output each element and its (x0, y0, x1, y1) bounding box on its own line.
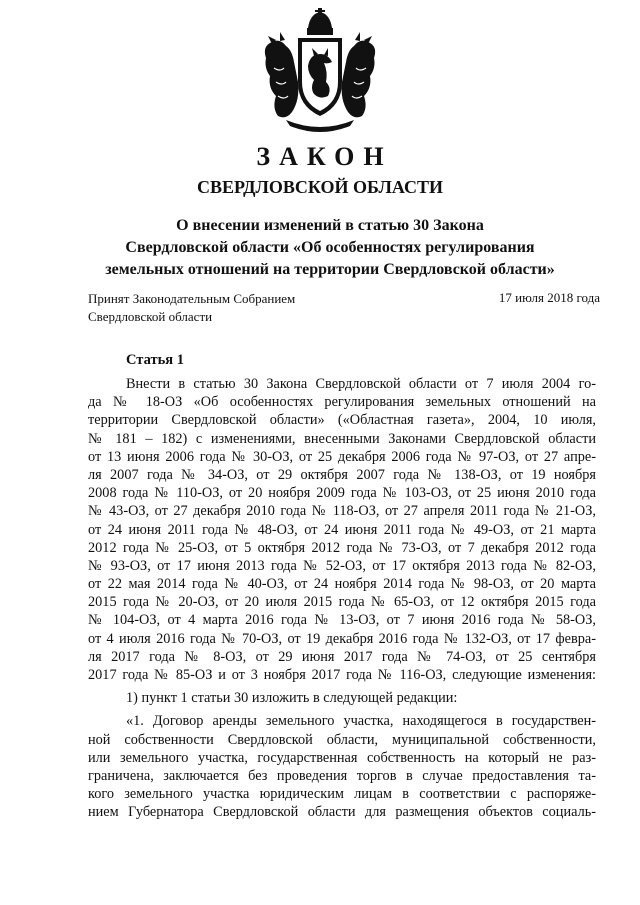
body-line: Внести в статью 30 Закона Свердловской области от 7 июля 2004 го- (126, 376, 596, 392)
heading-line: Свердловской области «Об особенностях регулирования (125, 239, 535, 256)
body-line: 1) пункт 1 статьи 30 изложить в следующей редакции: (126, 690, 458, 707)
document-type-title: ЗАКОН (256, 142, 393, 171)
body-line: ля 2007 года № 34-ОЗ, от 29 октября 2007 года № 138-ОЗ, от 19 ноября (88, 466, 596, 483)
region-title: СВЕРДЛОВСКОЙ ОБЛАСТИ (197, 177, 443, 197)
body-line: граничена, заключается без проведения торгов в случае предоставления та- (88, 767, 596, 784)
body-line: да № 18-ОЗ «Об особенностях регулирования земельных отношений на (88, 394, 596, 411)
body-line: ля 2017 года № 8-ОЗ, от 29 июня 2017 года № 74-ОЗ, от 25 сентября (88, 648, 596, 665)
heading-line: О внесении изменений в статью 30 Закона (176, 217, 484, 234)
heading-line: земельных отношений на территории Свердловской области» (105, 261, 555, 278)
body-line: 2012 года № 25-ОЗ, от 5 октября 2012 года № 73-ОЗ, от 7 декабря 2012 года (88, 539, 596, 556)
body-line: № 93-ОЗ, от 17 июня 2013 года № 52-ОЗ, от 17 октября 2013 года № 82-ОЗ, (88, 557, 596, 574)
body-line: нием Губернатора Свердловской области для размещения объектов социаль- (88, 804, 596, 821)
body-line: от 4 июля 2016 года № 70-ОЗ, от 19 декабря 2016 года № 132-ОЗ, от 17 февра- (88, 630, 596, 647)
coat-of-arms-icon (258, 8, 382, 134)
article-body (88, 375, 596, 822)
adoption-line: Свердловской области (88, 309, 213, 324)
body-line: или земельного участка, государственная собственность на который не раз- (88, 749, 596, 766)
body-line: территории Свердловской области» («Областная газета», 2004, 10 июля, (88, 412, 596, 429)
body-line: от 24 июня 2011 года № 48-ОЗ, от 24 июня 2011 года № 49-ОЗ, от 21 марта (88, 521, 596, 538)
body-line: № 104-ОЗ, от 4 марта 2016 года № 13-ОЗ, от 7 июня 2016 года № 58-ОЗ, (88, 612, 596, 629)
adoption-date: 17 июля 2018 года (498, 290, 600, 305)
law-heading (60, 215, 600, 281)
body-line: 2008 года № 110-ОЗ, от 20 ноября 2009 года № 103-ОЗ, от 25 июня 2010 года (88, 485, 596, 502)
body-line: № 181 – 182) с изменениями, внесенными Законами Свердловской области (88, 430, 596, 447)
adoption-line: Принят Законодательным Собранием (88, 291, 296, 306)
body-line: № 43-ОЗ, от 27 декабря 2010 года № 118-ОЗ, от 27 апреля 2011 года № 21-ОЗ, (88, 503, 596, 520)
body-line: от 22 мая 2014 года № 40-ОЗ, от 24 ноября 2014 года № 98-ОЗ, от 20 марта (88, 576, 596, 593)
body-line: 2015 года № 20-ОЗ, от 20 июля 2015 года № 65-ОЗ, от 12 октября 2015 года (88, 594, 596, 611)
body-line: кого земельного участка юридическим лицам в соответствии с распоряже- (88, 786, 596, 803)
body-line: «1. Договор аренды земельного участка, находящегося в государствен- (126, 713, 596, 730)
adoption-authority (88, 290, 295, 326)
body-line: от 13 июня 2006 года № 30-ОЗ, от 25 декабря 2006 года № 97-ОЗ, от 27 апре- (88, 448, 596, 465)
body-line: ной собственности Свердловской области, муниципальной собственности, (88, 731, 596, 748)
article-title: Статья 1 (126, 352, 184, 368)
body-line: 2017 года № 85-ОЗ и от 3 ноября 2017 года № 116-ОЗ, следующие изменения: (88, 667, 596, 683)
